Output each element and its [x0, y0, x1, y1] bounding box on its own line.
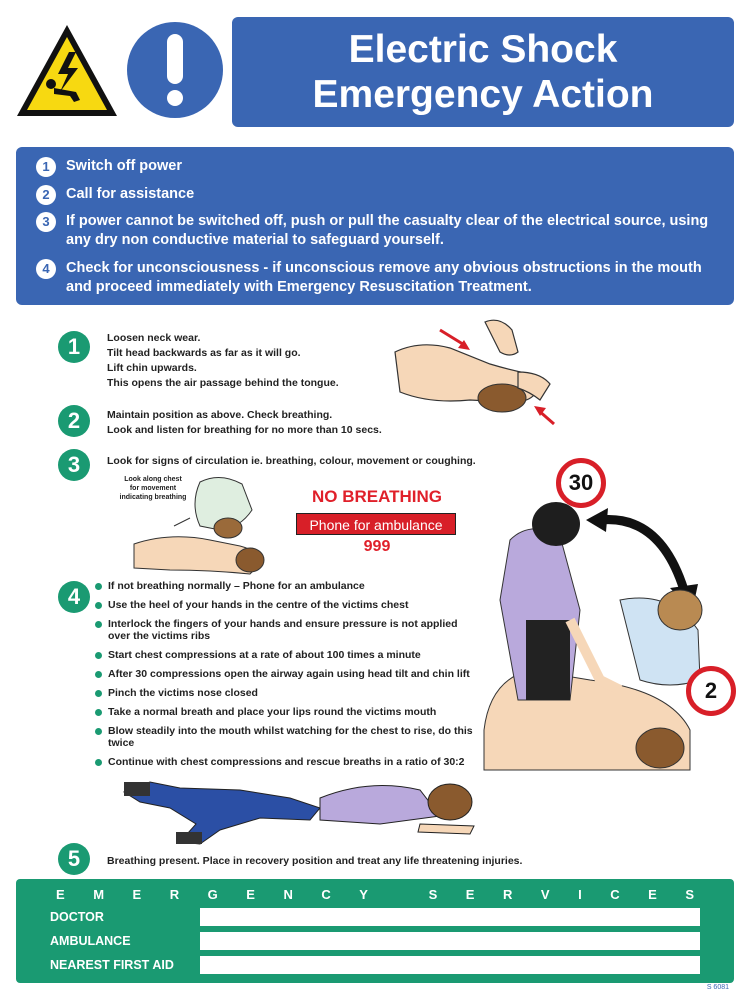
title-letter: E [56, 887, 65, 902]
procedure-step-1-number: 1 [58, 331, 90, 363]
procedure-step-4-number: 4 [58, 581, 90, 613]
step-number: 4 [36, 259, 56, 279]
list-item: Use the heel of your hands in the centre of the victims chest [94, 599, 494, 611]
emergency-services-panel [16, 879, 734, 983]
title-letter: E [648, 887, 657, 902]
doctor-field[interactable] [200, 908, 700, 926]
caption-line: Look along chest [124, 476, 182, 483]
text-line: Maintain position as above. Check breathing. [107, 409, 333, 421]
title-line-2: Emergency Action [312, 73, 654, 116]
title-letter: E [246, 887, 255, 902]
text-line: Look and listen for breathing for no more than 10 secs. [107, 424, 382, 436]
emergency-number: 999 [363, 538, 391, 555]
title-letter: R [502, 887, 513, 902]
step-number: 1 [36, 157, 56, 177]
doctor-label: DOCTOR [50, 910, 104, 924]
procedure-step-5-text: Breathing present. Place in recovery position and treat any life threatening injuries. [107, 855, 523, 867]
check-breathing-illustration [130, 470, 270, 580]
mandatory-action-sign [127, 22, 223, 118]
list-item: After 30 compressions open the airway again using head tilt and chin lift [94, 668, 494, 680]
title-letter: M [93, 887, 105, 902]
title-letter: C [610, 887, 620, 902]
title-line-1: Electric Shock [348, 28, 618, 71]
list-item: Start chest compressions at a rate of about 100 times a minute [94, 649, 494, 661]
step-number: 3 [36, 212, 56, 232]
title-letter: C [321, 887, 331, 902]
step-text: Check for unconsciousness - if unconscious remove any obvious obstructions in the mouth and proceed immediately with Emergency Resuscitation Treatment. [66, 260, 702, 295]
list-item: Pinch the victims nose closed [94, 687, 494, 699]
doctor-row [50, 907, 700, 927]
title-letter: G [207, 887, 218, 902]
list-item: If not breathing normally – Phone for an ambulance [94, 580, 494, 592]
text-line: Loosen neck wear. [107, 332, 201, 344]
caption-line: indicating breathing [119, 494, 187, 501]
title-letter: R [169, 887, 180, 902]
step-text: Switch off power [66, 158, 182, 174]
procedure-step-2-text [107, 408, 382, 438]
ambulance-row [50, 931, 700, 951]
title-letter: N [283, 887, 293, 902]
recovery-position-illustration [120, 768, 482, 848]
title-letter: E [465, 887, 475, 902]
phone-ambulance-label: Phone for ambulance [296, 513, 456, 535]
caption-line: for movement [129, 485, 177, 492]
electric-shock-warning-icon [14, 22, 120, 120]
text-line: This opens the air passage behind the tongue. [107, 377, 339, 389]
title-letter: S [428, 887, 438, 902]
no-breathing-heading: NO BREATHING [311, 487, 442, 506]
procedure-step-3-number: 3 [58, 449, 90, 481]
text-line: Lift chin upwards. [107, 362, 197, 374]
list-item: Continue with chest compressions and rescue breaths in a ratio of 30:2 [94, 756, 494, 768]
step-number: 2 [36, 185, 56, 205]
step-text: If power cannot be switched off, push or pull the casualty clear of the electrical source, using any dry non conductive material to safeguard yourself. [66, 213, 709, 248]
compressions-count-badge: 30 [556, 458, 606, 508]
title-letter: S [685, 887, 694, 902]
cpr-instructions-list [94, 580, 494, 768]
emergency-services-title [56, 887, 694, 902]
title-letter: Y [359, 887, 368, 902]
text-line: Tilt head backwards as far as it will go. [107, 347, 301, 359]
exclamation-icon [160, 32, 190, 108]
list-item: Blow steadily into the mouth whilst watching for the chest to rise, do this twice [94, 725, 494, 749]
procedure-step-1-text [107, 331, 339, 391]
ambulance-field[interactable] [200, 932, 700, 950]
nearest-first-aid-field[interactable] [200, 956, 700, 974]
nearest-first-aid-row [50, 955, 700, 975]
step-item [36, 157, 714, 177]
step-text: Call for assistance [66, 186, 195, 202]
product-code: S 6081 [706, 984, 729, 991]
ambulance-label: AMBULANCE [50, 934, 131, 948]
title-letter: E [132, 887, 142, 902]
cpr-illustration [470, 480, 740, 780]
list-item: Take a normal breath and place your lips round the victims mouth [94, 706, 494, 718]
nearest-first-aid-label: NEAREST FIRST AID [50, 958, 174, 972]
page-title [232, 17, 734, 127]
title-letter [396, 887, 400, 902]
title-letter: V [540, 887, 550, 902]
list-item: Interlock the fingers of your hands and ensure pressure is not applied over the victims ribs [94, 618, 474, 642]
procedure-step-3-text: Look for signs of circulation ie. breathing, colour, movement or coughing. [107, 455, 476, 467]
breaths-count-badge: 2 [686, 666, 736, 716]
procedure-step-2-number: 2 [58, 405, 90, 437]
procedure-step-5-number: 5 [58, 843, 90, 875]
steps-panel [16, 147, 734, 305]
step-item [36, 212, 714, 250]
step-item [36, 185, 714, 205]
head-tilt-illustration [390, 312, 560, 430]
title-letter: I [578, 887, 582, 902]
step-item [36, 259, 714, 297]
